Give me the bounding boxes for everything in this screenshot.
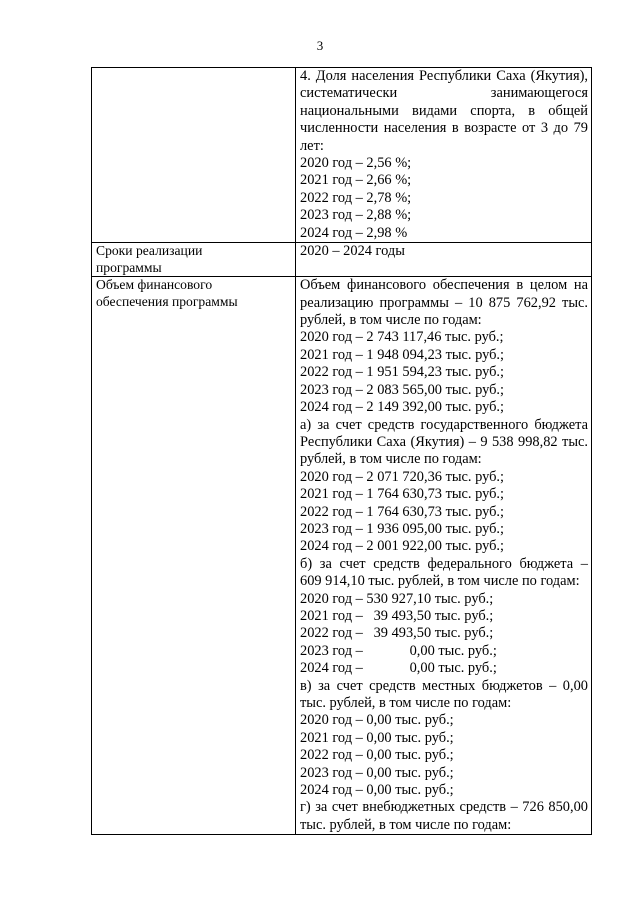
row-label-line: Объем финансового xyxy=(96,277,213,293)
page-number: 3 xyxy=(316,38,324,53)
row-label-line: программы xyxy=(96,259,162,275)
funding-year-line: 2020 год – 2 071 720,36 тыс. руб.; xyxy=(300,468,505,485)
indicator-year-line: 2023 год – 2,88 %; xyxy=(300,207,412,224)
row-value-cell xyxy=(296,277,592,835)
funding-year-line: 2020 год – 0,00 тыс. руб.; xyxy=(300,712,454,729)
indicator-text: 4. Доля населения Республики Саха (Якутия), систематически занимающегося национальными видами спорта, в общей численности населения в возрасте от 3 до 79 лет: xyxy=(300,68,588,154)
row-label-line: Сроки реализации xyxy=(96,243,203,259)
funding-year-line: 2021 год – 39 493,50 тыс. руб.; xyxy=(300,607,494,624)
funding-year-line: 2024 год – 0,00 тыс. руб.; xyxy=(300,660,497,677)
program-passport-table xyxy=(91,67,592,835)
row-label-cell xyxy=(92,68,296,243)
extra-budgetary-text: г) за счет внебюджетных средств – 726 850,00 тыс. рублей, в том числе по годам: xyxy=(300,799,588,833)
funding-year-line: 2021 год – 1 764 630,73 тыс. руб.; xyxy=(300,486,505,503)
state-budget-text: а) за счет средств государственного бюджета Республики Саха (Якутия) – 9 538 998,82 тыс. рублей, в том числе по годам: xyxy=(300,416,588,468)
indicator-year-line: 2022 год – 2,78 %; xyxy=(300,189,412,206)
funding-year-line: 2024 год – 2 001 922,00 тыс. руб.; xyxy=(300,538,505,555)
row-value-cell xyxy=(296,68,592,243)
funding-year-line: 2022 год – 1 951 594,23 тыс. руб.; xyxy=(300,364,505,381)
funding-year-line: 2023 год – 0,00 тыс. руб.; xyxy=(300,764,454,781)
funding-year-line: 2021 год – 0,00 тыс. руб.; xyxy=(300,729,454,746)
funding-year-line: 2021 год – 1 948 094,23 тыс. руб.; xyxy=(300,346,505,363)
federal-budget-text: б) за счет средств федерального бюджета – 609 914,10 тыс. рублей, в том числе по годам: xyxy=(300,555,588,590)
row-label-cell xyxy=(92,277,296,835)
funding-year-line: 2020 год – 530 927,10 тыс. руб.; xyxy=(300,590,494,607)
row-label-cell xyxy=(92,243,296,277)
funding-year-line: 2020 год – 2 743 117,46 тыс. руб.; xyxy=(300,329,504,346)
funding-year-line: 2023 год – 1 936 095,00 тыс. руб.; xyxy=(300,520,505,537)
indicator-year-line: 2021 год – 2,66 %; xyxy=(300,172,412,189)
table-row xyxy=(92,277,592,835)
period-text: 2020 – 2024 годы xyxy=(300,243,405,260)
indicator-year-line: 2024 год – 2,98 % xyxy=(300,224,408,241)
row-value-cell xyxy=(296,243,592,277)
funding-year-line: 2023 год – 0,00 тыс. руб.; xyxy=(300,642,497,659)
table-row xyxy=(92,243,592,277)
funding-total-text: Объем финансового обеспечения в целом на реализацию программы – 10 875 762,92 тыс. рублей, в том числе по годам: xyxy=(300,277,588,329)
funding-year-line: 2022 год – 1 764 630,73 тыс. руб.; xyxy=(300,503,505,520)
funding-year-line: 2022 год – 0,00 тыс. руб.; xyxy=(300,747,454,764)
local-budget-text: в) за счет средств местных бюджетов – 0,00 тыс. рублей, в том числе по годам: xyxy=(300,677,588,711)
funding-year-line: 2023 год – 2 083 565,00 тыс. руб.; xyxy=(300,381,505,398)
funding-year-line: 2024 год – 2 149 392,00 тыс. руб.; xyxy=(300,399,505,416)
indicator-year-line: 2020 год – 2,56 %; xyxy=(300,155,412,172)
row-label-line: обеспечения программы xyxy=(96,293,238,309)
funding-year-line: 2022 год – 39 493,50 тыс. руб.; xyxy=(300,625,494,642)
table-row xyxy=(92,68,592,243)
funding-year-line: 2024 год – 0,00 тыс. руб.; xyxy=(300,782,454,799)
